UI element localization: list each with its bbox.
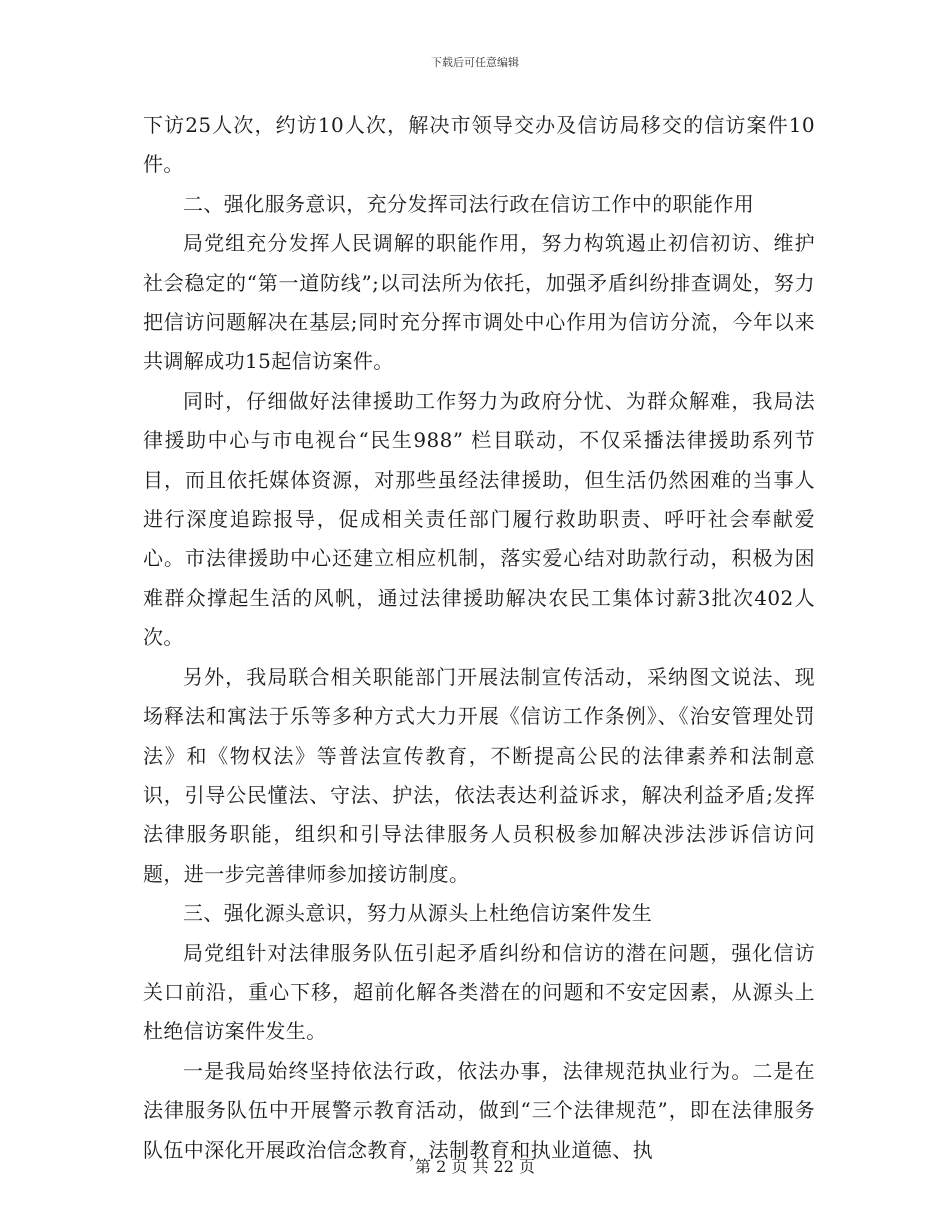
paragraph: 同时，仔细做好法律援助工作努力为政府分忧、为群众解难，我局法律援助中心与市电视台“民生988” 栏目联动，不仅采播法律援助系列节目，而且依托媒体资源，对那些虽经法律援助，但生活仍然困难的当事人进行深度追踪报导，促成相关责任部门履行救助职责、呼吁社会奉献爱心。市法律援助中心还建立相应机制，落实爱心结对助款行动，积极为困难群众撑起生活的风帆，通过法律援助解决农民工集体讨薪3批次402人次。 bbox=[143, 388, 815, 650]
page-footer bbox=[0, 1154, 950, 1177]
page-total: 22 bbox=[493, 1157, 514, 1176]
page-label-mid: 页 共 bbox=[451, 1157, 489, 1176]
page-header bbox=[0, 54, 950, 70]
page-current: 2 bbox=[436, 1157, 447, 1176]
document-body bbox=[143, 106, 815, 1170]
section-heading-2: 二、强化服务意识，充分发挥司法行政在信访工作中的职能作用 bbox=[183, 191, 755, 216]
paragraph-continuation: 下访25人次，约访10人次，解决市领导交办及信访局移交的信访案件10件。 bbox=[143, 113, 815, 177]
paragraph: 一是我局始终坚持依法行政，依法办事，法律规范执业行为。二是在法律服务队伍中开展警示教育活动，做到“三个法律规范”，即在法律服务队伍中深化开展政治信念教育，法制教育和执业道德、执 bbox=[143, 1058, 815, 1162]
page-label-suffix: 页 bbox=[519, 1157, 536, 1176]
header-text: 下载后可任意编辑 bbox=[431, 56, 519, 69]
page-label-prefix: 第 bbox=[414, 1157, 431, 1176]
paragraph: 局党组针对法律服务队伍引起矛盾纠纷和信访的潜在问题，强化信访关口前沿，重心下移，超前化解各类潜在的问题和不安定因素，从源头上杜绝信访案件发生。 bbox=[143, 940, 815, 1044]
section-heading-3: 三、强化源头意识，努力从源头上杜绝信访案件发生 bbox=[183, 901, 653, 926]
paragraph: 局党组充分发挥人民调解的职能作用，努力构筑遏止初信初访、维护社会稳定的“第一道防线”;以司法所为依托，加强矛盾纠纷排查调处，努力把信访问题解决在基层;同时充分挥市调处中心作用为信访分流，今年以来共调解成功15起信访案件。 bbox=[143, 231, 815, 374]
paragraph: 另外，我局联合相关职能部门开展法制宣传活动，采纳图文说法、现场释法和寓法于乐等多种方式大力开展《信访工作条例》、《治安管理处罚法》和《物权法》等普法宣传教育，不断提高公民的法律素养和法制意识，引导公民懂法、守法、护法，依法表达利益诉求，解决利益矛盾;发挥法律服务职能，组织和引导法律服务人员积极参加解决涉法涉诉信访问题，进一步完善律师参加接访制度。 bbox=[143, 664, 815, 886]
